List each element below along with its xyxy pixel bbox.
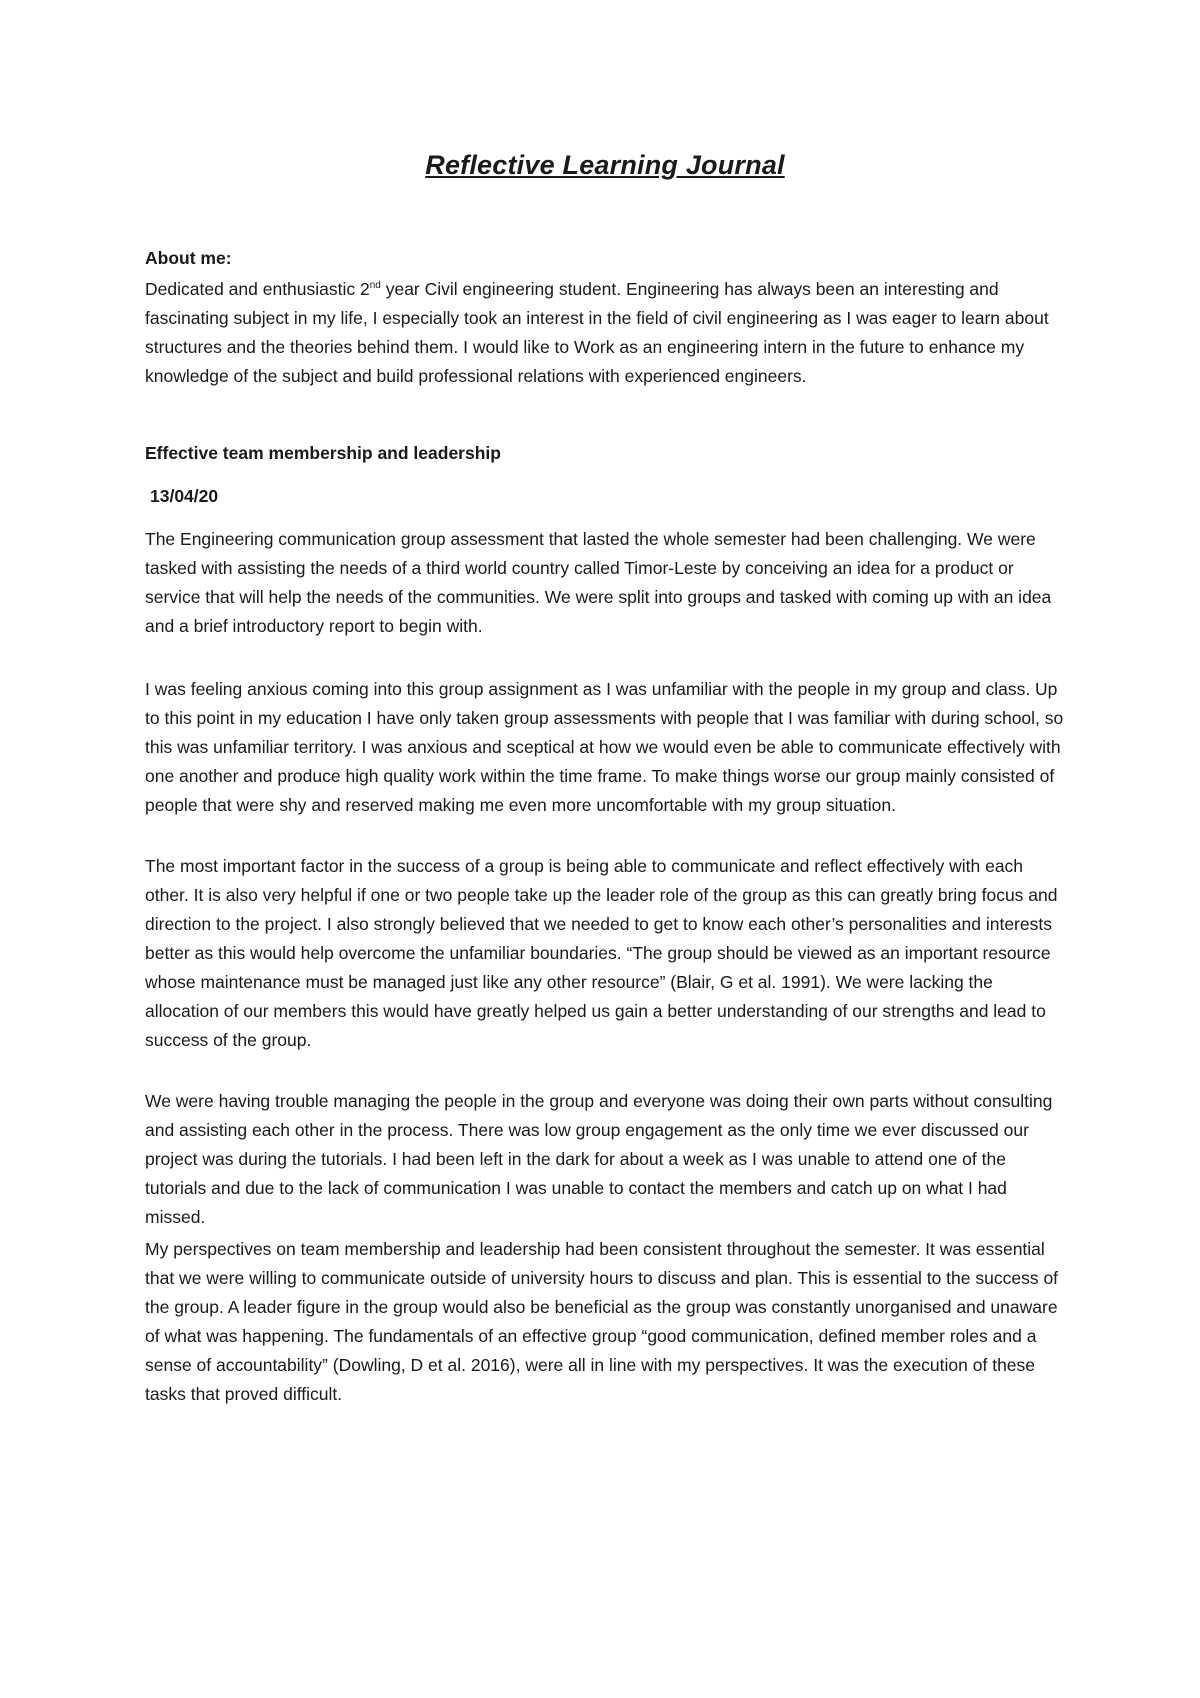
about-heading: About me: [145,248,232,268]
about-text-rest: year Civil engineering student. Engineering has always been an interesting and fascinating subject in my life, I especially took an interest in the field of civil engineering as I was eager to learn about structures and the theories behind them. I would like to Work as an engineering intern in the future to enhance my knowledge of the subject and build professional relations with experienced engineers. [145,279,1049,386]
body-paragraph-4: We were having trouble managing the people in the group and everyone was doing their own parts without consulting and assisting each other in the process. There was low group engagement as the only time we ever discussed our project was during the tutorials. I had been left in the dark for about a week as I was unable to attend one of the tutorials and due to the lack of communication I was unable to contact the members and catch up on what I had missed. [145,1091,1053,1227]
body-paragraph-5: My perspectives on team membership and leadership had been consistent throughout the semester. It was essential that we were willing to communicate outside of university hours to discuss and plan. This is essential to the success of the group. A leader figure in the group would also be beneficial as the group was constantly unorganised and unaware of what was happening. The fundamentals of an effective group “good communication, defined member roles and a sense of accountability” (Dowling, D et al. 2016), were all in line with my perspectives. It was the execution of these tasks that proved difficult. [145,1239,1059,1404]
ordinal-suffix: nd [369,280,381,292]
body-paragraph-1: The Engineering communication group assessment that lasted the whole semester had been challenging. We were tasked with assisting the needs of a third world country called Timor-Leste by conceiving an idea for a product or service that will help the needs of the communities. We were split into groups and tasked with coming up with an idea and a brief introductory report to begin with. [145,529,1052,636]
section-heading: Effective team membership and leadership [145,443,501,463]
about-paragraph [145,275,1065,391]
document-title: Reflective Learning Journal [425,150,785,180]
body-paragraph-3: The most important factor in the success of a group is being able to communicate and reflect effectively with each other. It is also very helpful if one or two people take up the leader role of the group as this can greatly bring focus and direction to the project. I also strongly believed that we needed to get to know each other’s personalities and interests better as this would help overcome the unfamiliar boundaries. “The group should be viewed as an important resource whose maintenance must be managed just like any other resource” (Blair, G et al. 1991). We were lacking the allocation of our members this would have greatly helped us gain a better understanding of our strengths and lead to success of the group. [145,856,1058,1050]
about-text-start: Dedicated and enthusiastic 2 [145,279,370,299]
entry-date: 13/04/20 [150,486,219,506]
body-paragraph-2: I was feeling anxious coming into this group assignment as I was unfamiliar with the people in my group and class. Up to this point in my education I have only taken group assessments with people that I was familiar with during school, so this was unfamiliar territory. I was anxious and sceptical at how we would even be able to communicate effectively with one another and produce high quality work within the time frame. To make things worse our group mainly consisted of people that were shy and reserved making me even more uncomfortable with my group situation. [145,679,1064,815]
